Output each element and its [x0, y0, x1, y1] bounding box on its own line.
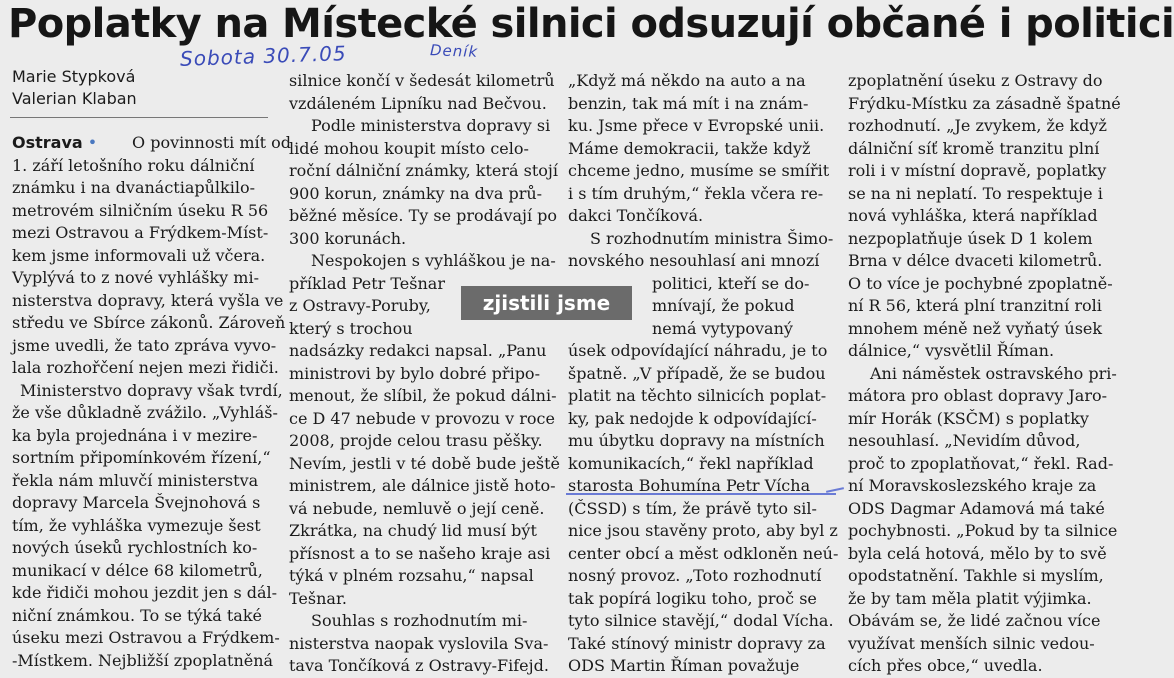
text-line: Frýdku-Místku za zásadně špatné	[848, 93, 1121, 113]
headline: Poplatky na Místecké silnici odsuzují občané i politici	[8, 1, 1174, 47]
text-line: 1. září letošního roku dálniční	[12, 155, 255, 175]
text-line: silnice končí v šedesát kilometrů	[289, 71, 555, 90]
section-box-label: zjistili jsme	[461, 286, 632, 320]
text-line: benzin, tak má mít i na znám-	[568, 93, 809, 113]
text-line: ministrem, ale dálnice jistě hoto-	[289, 476, 556, 495]
text-line: roli i v místní dopravě, poplatky	[848, 161, 1107, 180]
dateline-bullet-icon: •	[82, 133, 98, 152]
text-line: O povinnosti mít od	[132, 133, 291, 152]
text-line: mnívají, že pokud	[652, 296, 795, 315]
text-line: ministrovi by bylo dobré připo-	[289, 363, 540, 383]
text-line: ku. Jsme přece v Evropské unii.	[568, 116, 825, 135]
author-1: Marie Stypková	[12, 67, 136, 86]
text-line: mnohem méně než vyňatý úsek	[848, 318, 1103, 338]
text-line: „Když má někdo na auto a na	[568, 71, 806, 90]
text-line: využívat menších silnic vedou-	[848, 633, 1095, 653]
text-line: kem jsme informovali už včera.	[12, 245, 266, 265]
text-line: mír Horák (KSČM) s poplatky	[848, 408, 1089, 428]
text-line: nisterstva dopravy, která vyšla ve	[12, 290, 284, 310]
text-line: nadsázky redakci napsal. „Panu	[289, 341, 547, 360]
text-line: středu ve Sbírce zákonů. Zároveň	[12, 313, 286, 332]
dateline: Ostrava	[12, 133, 83, 152]
text-line: nosný provoz. „Toto rozhodnutí	[568, 566, 822, 585]
text-line: cích přes obce,“ uvedla.	[848, 656, 1043, 675]
text-line: Obávám se, že lidé začnou více	[848, 611, 1101, 630]
text-line: že by tam měla platit výjimka.	[848, 588, 1092, 608]
text-line: špatně. „V případě, že se budou	[568, 363, 826, 383]
text-line: opodstatnění. Takhle si myslím,	[848, 566, 1104, 585]
text-line: Nespokojen s vyhláškou je na-	[311, 251, 556, 270]
text-line: politici, kteří se do-	[652, 273, 810, 293]
author-2: Valerian Klaban	[12, 89, 137, 108]
text-line: sortním připomínkovém řízení,“	[12, 448, 271, 467]
text-line: úseku mezi Ostravou a Frýdkem-	[12, 628, 280, 647]
text-line: dálnice,“ vysvětlil Říman.	[848, 341, 1055, 360]
text-line: chceme jedno, musíme se smířit	[568, 161, 830, 180]
text-line: Podle ministerstva dopravy si	[311, 116, 551, 135]
article-column-1	[12, 132, 291, 672]
text-line: Vyplývá to z nové vyhlášky mi-	[12, 268, 259, 287]
text-line: komunikacích,“ řekl například	[568, 453, 814, 473]
text-line: pochybnosti. „Pokud by ta silnice	[848, 521, 1118, 540]
text-line: mezi Ostravou a Frýdkem-Míst-	[12, 223, 269, 242]
text-line: ce D 47 nebude v provozu v roce	[289, 408, 555, 428]
text-line: Zkrátka, na chudý lid musí být	[289, 521, 537, 540]
text-line: ní Moravskoslezského kraje za	[848, 476, 1097, 495]
dateline-line	[12, 132, 97, 155]
pen-underline-tail	[826, 487, 844, 493]
text-line: vzdáleném Lipníku nad Bečvou.	[289, 93, 547, 113]
text-line: kde řidiči mohou jezdit jen s dál-	[12, 583, 278, 602]
text-line: nemá vytypovaný	[652, 318, 793, 338]
text-line: ní R 56, která plní tranzitní roli	[848, 296, 1102, 315]
text-line: Tešnar.	[289, 588, 347, 608]
text-line: nesouhlasí. „Nevidím důvod,	[848, 431, 1081, 450]
text-line: Brna v délce dvaceti kilometrů.	[848, 251, 1103, 270]
text-line: tím, že vyhláška vymezuje šest	[12, 515, 261, 535]
text-line: Nevím, jestli v té době bude ještě	[289, 453, 561, 473]
text-line: lala rozhořčení nejen mezi řidiči.	[12, 358, 279, 377]
text-line: platit na těchto silnicích poplat-	[568, 386, 827, 405]
text-line: roční dálniční známky, která stojí	[289, 161, 558, 180]
handwritten-source: Deník	[429, 41, 479, 61]
text-line: nisterstva naopak vyslovila Sva-	[289, 633, 549, 653]
text-line: vá nebude, nemluvě o její ceně.	[289, 498, 545, 518]
text-line: zpoplatnění úseku z Ostravy do	[848, 71, 1103, 90]
text-line: známku i na dvanáctiapůlkilo-	[12, 178, 256, 197]
article-column-3	[568, 70, 839, 678]
text-line: jsme uvedli, že tato zpráva vyvo-	[12, 335, 277, 355]
text-line: rozhodnutí. „Je zvykem, že když	[848, 116, 1107, 135]
article-column-4	[848, 70, 1121, 678]
text-line: ODS Dagmar Adamová má také	[848, 498, 1105, 518]
text-line: ODS Martin Říman považuje	[568, 656, 800, 675]
text-line: starosta Bohumína Petr Vícha	[568, 476, 811, 495]
text-line: Ministerstvo dopravy však tvrdí,	[20, 380, 283, 400]
text-line: tak popírá logiku toho, proč se	[568, 588, 817, 608]
text-line: -Místkem. Nejbližší zpoplatněná	[12, 650, 274, 670]
text-line: dálniční síť kromě tranzitu plní	[848, 138, 1100, 158]
text-line: (ČSSD) s tím, že právě tyto sil-	[568, 498, 817, 518]
text-line: úsek odpovídající náhradu, je to	[568, 341, 828, 360]
text-line: z Ostravy-Poruby,	[289, 296, 431, 315]
text-line: Ani náměstek ostravského pri-	[870, 363, 1117, 383]
text-line: řekla nám mluvčí ministerstva	[12, 470, 259, 490]
text-line: munikací v délce 68 kilometrů,	[12, 560, 263, 580]
text-line: lidé mohou koupit místo celo-	[289, 138, 529, 158]
byline-divider	[10, 117, 268, 118]
text-line: nová vyhláška, která například	[848, 206, 1098, 225]
text-line: nových úseků rychlostních ko-	[12, 538, 258, 557]
text-line: tava Tončíková z Ostravy-Fifejd.	[289, 656, 549, 675]
text-line: že vše důkladně zvážilo. „Vyhláš-	[12, 403, 278, 422]
text-line: ky, pak nedojde k odpovídající-	[568, 408, 817, 428]
text-line: metrovém silničním úseku R 56	[12, 200, 269, 220]
text-line: Souhlas s rozhodnutím mi-	[311, 611, 528, 630]
text-line: 300 korunách.	[289, 228, 407, 248]
text-line: nezpoplatňuje úsek D 1 kolem	[848, 228, 1093, 248]
text-line: novského nesouhlasí ani mnozí	[568, 251, 820, 270]
text-line: běžné měsíce. Ty se prodávají po	[289, 206, 558, 225]
text-line: niční známkou. To se týká také	[12, 605, 262, 625]
text-line: mu úbytku dopravy na místních	[568, 431, 825, 450]
text-line: nice jsou stavěny proto, aby byl z	[568, 521, 838, 540]
text-line: 2008, projde celou trasu pěšky.	[289, 431, 543, 450]
text-line: ka byla projednána i v mezire-	[12, 425, 258, 445]
text-line: S rozhodnutím ministra Šimo-	[590, 228, 834, 248]
text-line: příklad Petr Tešnar	[289, 273, 445, 293]
text-line: 900 korun, známky na dva prů-	[289, 183, 543, 203]
handwritten-date: Sobota 30.7.05	[179, 41, 348, 71]
text-line: mátora pro oblast dopravy Jaro-	[848, 386, 1108, 405]
text-line: menout, že slíbil, že pokud dálni-	[289, 386, 557, 405]
text-line: O to více je pochybné zpoplatně-	[848, 273, 1113, 293]
text-line: byla celá hotová, mělo by to svě	[848, 543, 1107, 563]
text-line: dakci Tončíková.	[568, 206, 704, 225]
text-line: i s tím druhým,“ řekla včera re-	[568, 183, 824, 203]
text-line: proč to zpoplatňovat,“ řekl. Rad-	[848, 453, 1114, 473]
text-line: který s trochou	[289, 318, 413, 338]
text-line: týká v plném rozsahu,“ napsal	[289, 566, 534, 585]
text-line: se na ni neplatí. To respektuje i	[848, 183, 1103, 203]
text-line: Máme demokracii, takže když	[568, 138, 811, 158]
text-line: Také stínový ministr dopravy za	[568, 633, 826, 653]
text-line: center obcí a měst odkloněn neú-	[568, 543, 839, 563]
text-line: dopravy Marcela Švejnohová s	[12, 493, 261, 512]
text-line: tyto silnice stavějí,“ dodal Vícha.	[568, 611, 834, 630]
text-line: přísnost a to se našeho kraje asi	[289, 543, 551, 563]
